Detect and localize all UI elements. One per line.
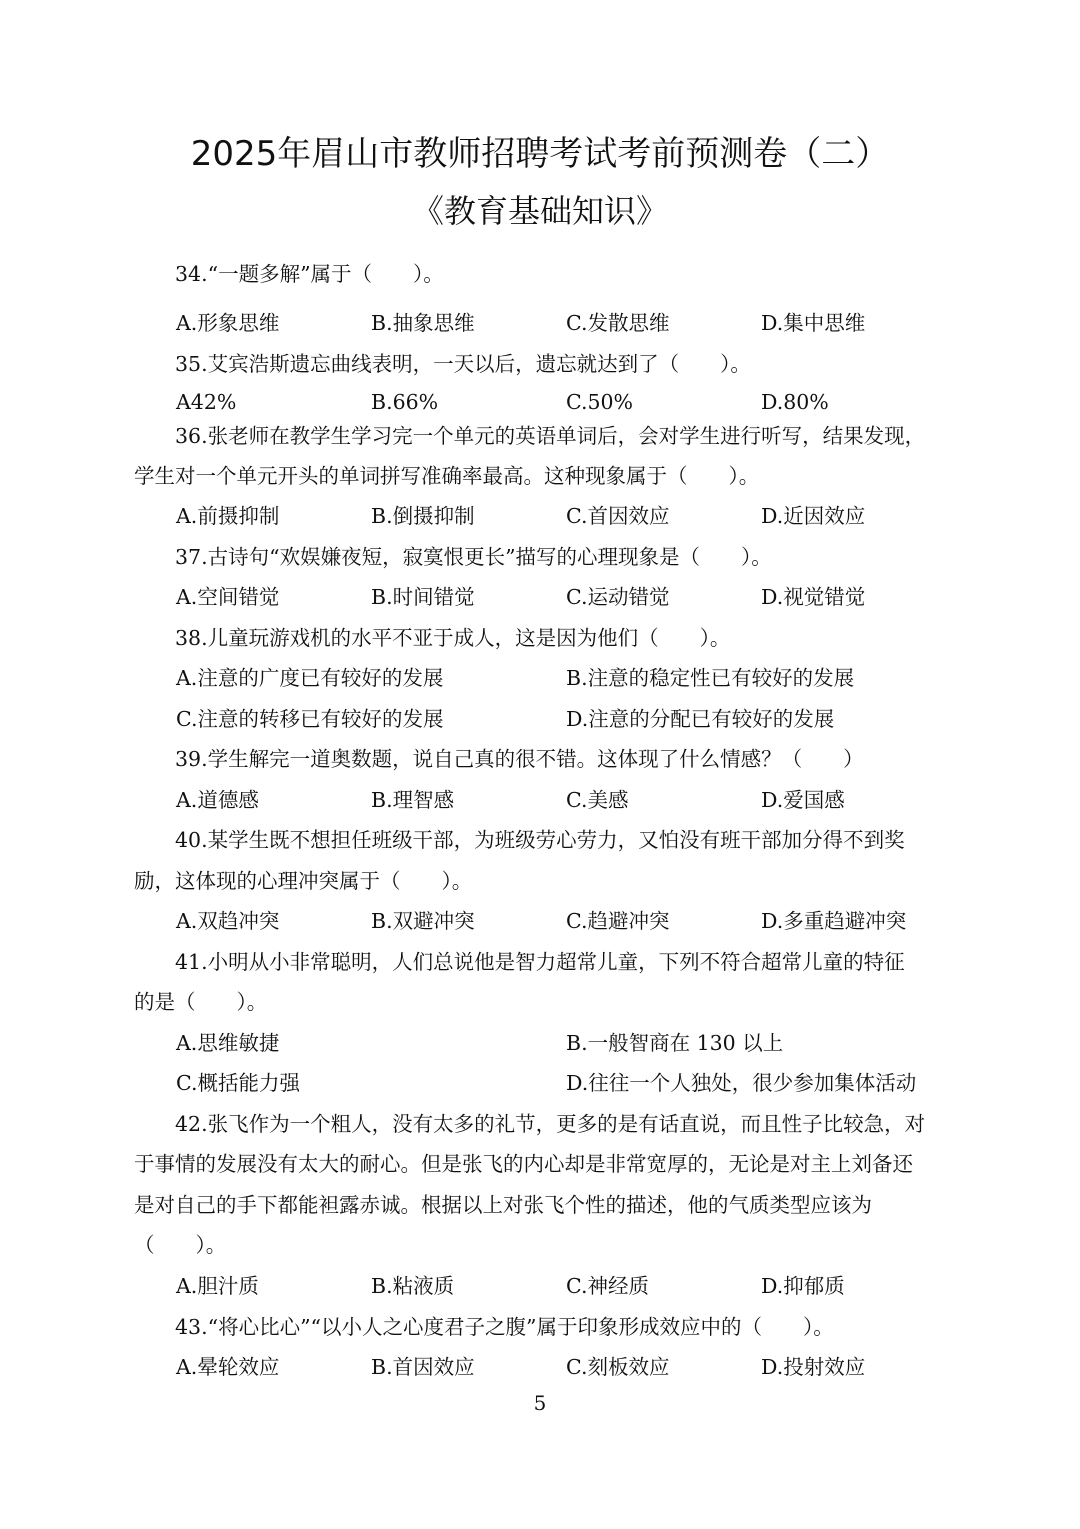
option-b: B.66%	[371, 390, 439, 414]
option-b: B.首因效应	[371, 1355, 475, 1379]
option-c: C.美感	[566, 788, 629, 812]
option-c: C.趋避冲突	[566, 909, 670, 933]
option-b: B.注意的稳定性已有较好的发展	[566, 666, 855, 690]
option-a: A.晕轮效应	[176, 1355, 280, 1379]
option-c: C.发散思维	[566, 311, 670, 335]
option-d: D.往往一个人独处，很少参加集体活动	[566, 1071, 917, 1095]
page-number: 5	[533, 1391, 547, 1415]
question-stem: 38.儿童玩游戏机的水平不亚于成人，这是因为他们（ ）。	[175, 626, 731, 650]
option-a: A.道德感	[176, 788, 259, 812]
option-d: D.集中思维	[761, 311, 866, 335]
option-a: A42%	[176, 390, 237, 414]
option-b: B.一般智商在 130 以上	[566, 1031, 784, 1055]
option-c: C.概括能力强	[176, 1071, 300, 1095]
question-stem-line: 于事情的发展没有太大的耐心。但是张飞的内心却是非常宽厚的，无论是对主上刘备还	[134, 1152, 913, 1176]
question-stem: 43.“将心比心”“以小人之心度君子之腹”属于印象形成效应中的（ ）。	[175, 1315, 834, 1339]
option-a: A.注意的广度已有较好的发展	[176, 666, 444, 690]
option-d: D.近因效应	[761, 504, 866, 528]
question-stem: 34.“一题多解”属于（ ）。	[175, 262, 444, 286]
question-stem-line: 的是（ ）。	[134, 990, 268, 1014]
question-stem-line: 40.某学生既不想担任班级干部，为班级劳心劳力，又怕没有班干部加分得不到奖	[175, 828, 905, 852]
option-b: B.理智感	[371, 788, 455, 812]
option-c: C.运动错觉	[566, 585, 670, 609]
page-subtitle: 《教育基础知识》	[411, 192, 668, 230]
option-d: D.80%	[761, 390, 829, 414]
question-stem-line: 41.小明从小非常聪明，人们总说他是智力超常儿童，下列不符合超常儿童的特征	[175, 950, 905, 974]
option-a: A.空间错觉	[176, 585, 280, 609]
option-c: C.注意的转移已有较好的发展	[176, 707, 444, 731]
option-b: B.时间错觉	[371, 585, 475, 609]
question-stem: 37.古诗句“欢娱嫌夜短，寂寞恨更长”描写的心理现象是（ ）。	[175, 545, 772, 569]
option-d: D.抑郁质	[761, 1274, 845, 1298]
option-a: A.胆汁质	[176, 1274, 259, 1298]
option-c: C.神经质	[566, 1274, 649, 1298]
option-d: D.爱国感	[761, 788, 845, 812]
option-a: A.思维敏捷	[176, 1031, 280, 1055]
question-stem: 35.艾宾浩斯遗忘曲线表明，一天以后，遗忘就达到了（ ）。	[175, 352, 751, 376]
option-c: C.刻板效应	[566, 1355, 670, 1379]
option-d: D.投射效应	[761, 1355, 866, 1379]
question-stem-line: 学生对一个单元开头的单词拼写准确率最高。这种现象属于（ ）。	[134, 464, 760, 488]
question-stem-line: （ ）。	[134, 1233, 227, 1257]
option-d: D.注意的分配已有较好的发展	[566, 707, 835, 731]
option-d: D.视觉错觉	[761, 585, 866, 609]
question-stem-line: 是对自己的手下都能袒露赤诚。根据以上对张飞个性的描述，他的气质类型应该为	[134, 1193, 872, 1217]
option-b: B.抽象思维	[371, 311, 475, 335]
option-b: B.粘液质	[371, 1274, 455, 1298]
option-a: A.形象思维	[176, 311, 280, 335]
option-c: C.首因效应	[566, 504, 670, 528]
question-stem-line: 36.张老师在教学生学习完一个单元的英语单词后，会对学生进行听写，结果发现，	[175, 424, 926, 448]
question-stem-line: 42.张飞作为一个粗人，没有太多的礼节，更多的是有话直说，而且性子比较急，对	[175, 1112, 926, 1136]
question-stem: 39.学生解完一道奥数题，说自己真的很不错。这体现了什么情感？（ ）	[175, 747, 864, 771]
option-c: C.50%	[566, 390, 634, 414]
option-d: D.多重趋避冲突	[761, 909, 907, 933]
option-a: A.前摄抑制	[176, 504, 280, 528]
option-b: B.倒摄抑制	[371, 504, 475, 528]
option-b: B.双避冲突	[371, 909, 475, 933]
option-a: A.双趋冲突	[176, 909, 280, 933]
question-stem-line: 励，这体现的心理冲突属于（ ）。	[134, 869, 473, 893]
page-title: 2025年眉山市教师招聘考试考前预测卷（二）	[190, 134, 890, 174]
